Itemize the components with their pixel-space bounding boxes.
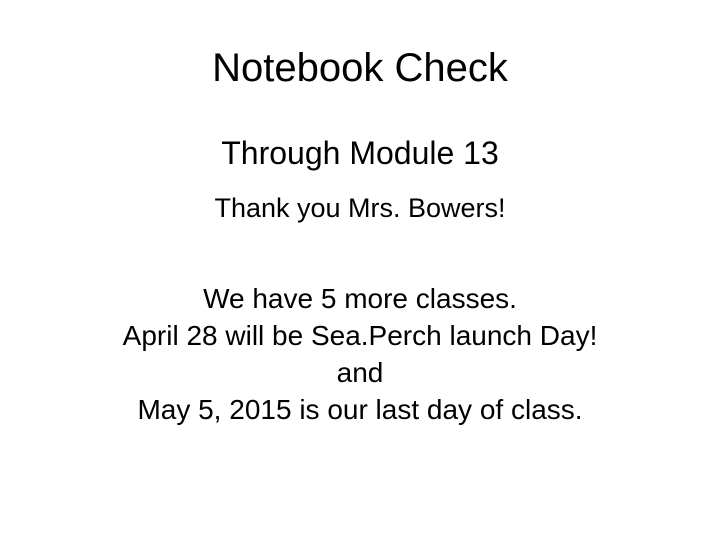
slide-subtitle: Through Module 13 xyxy=(221,135,499,171)
body-line-classes: We have 5 more classes. xyxy=(203,283,517,314)
thank-you-text: Thank you Mrs. Bowers! xyxy=(214,193,506,223)
body-line-and: and xyxy=(336,357,384,388)
body-line-last-day: May 5, 2015 is our last day of class. xyxy=(137,394,583,425)
body-line-launch-day: April 28 will be Sea.Perch launch Day! xyxy=(122,320,598,351)
body-text xyxy=(0,280,720,428)
slide-title: Notebook Check xyxy=(212,46,508,90)
